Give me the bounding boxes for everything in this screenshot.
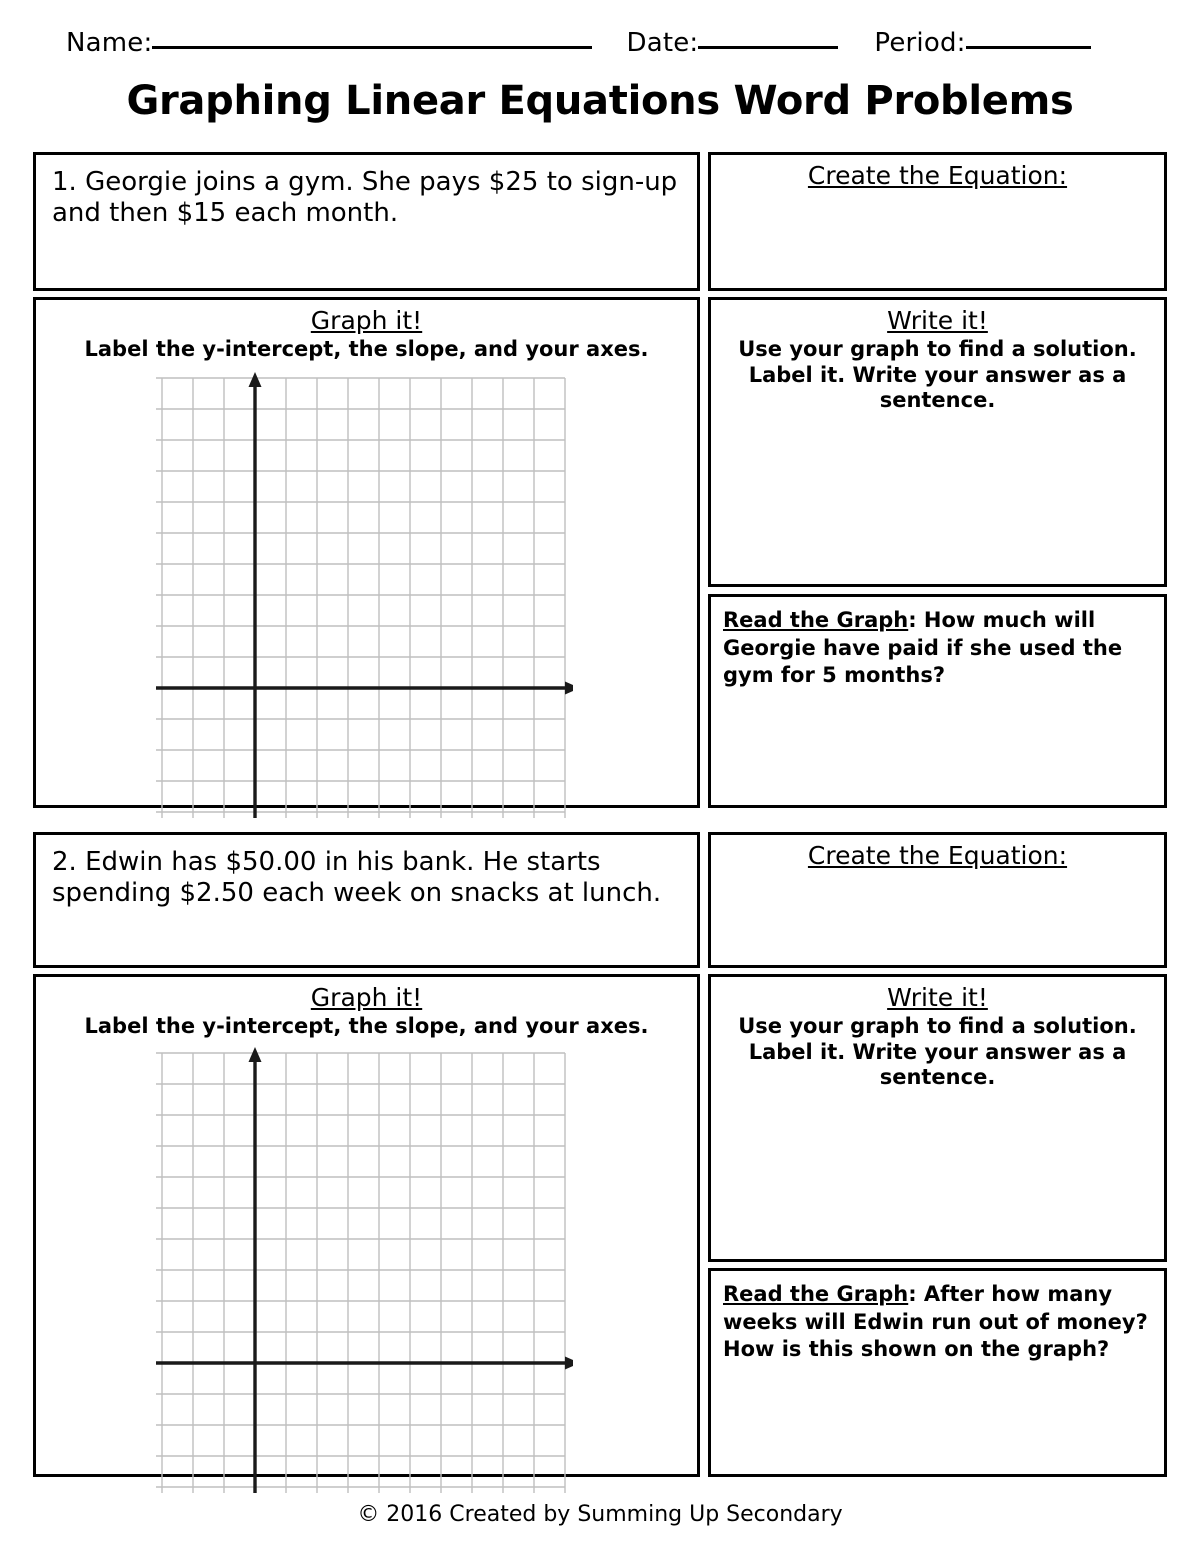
coordinate-plane-svg[interactable] xyxy=(154,370,573,820)
period-blank[interactable] xyxy=(966,46,1091,49)
problem-1-read-graph-text xyxy=(711,597,1164,690)
problem-2-create-equation-heading: Create the Equation: xyxy=(807,841,1068,870)
problem-2-graph-box[interactable] xyxy=(33,974,700,1477)
problem-2-write-heading: Write it! xyxy=(887,983,988,1012)
coordinate-plane-svg[interactable] xyxy=(154,1045,573,1495)
problem-2-write-box[interactable] xyxy=(708,974,1167,1262)
problem-1-coordinate-grid[interactable] xyxy=(154,370,573,820)
problem-2-graph-instructions: Label the y-intercept, the slope, and your axes. xyxy=(84,1014,649,1038)
student-info-line xyxy=(66,28,1140,58)
problem-2-write-instructions: Use your graph to find a solution. Label it. Write your answer as a sentence. xyxy=(738,1014,1137,1090)
problem-1-read-graph-label: Read the Graph xyxy=(723,608,909,632)
problem-1-create-equation-heading: Create the Equation: xyxy=(807,161,1068,190)
problem-2-read-graph-question: : After how many weeks will Edwin run out of money? How is this shown on the graph? xyxy=(723,1282,1148,1362)
problem-1-graph-heading: Graph it! xyxy=(310,306,423,335)
problem-1-write-heading: Write it! xyxy=(887,306,988,335)
problem-2-prompt-box xyxy=(33,832,700,968)
problem-2-read-graph-text xyxy=(711,1271,1164,1364)
problem-1-read-graph-question: : How much will Georgie have paid if she used the gym for 5 months? xyxy=(723,608,1123,688)
date-blank[interactable] xyxy=(698,46,838,49)
problem-1-create-equation-box[interactable] xyxy=(708,152,1167,291)
problem-2-read-graph-label: Read the Graph xyxy=(723,1282,909,1306)
problem-2-read-graph-box[interactable] xyxy=(708,1268,1167,1477)
problem-2-prompt-text: 2. Edwin has $50.00 in his bank. He starts spending $2.50 each week on snacks at lunch. xyxy=(52,847,662,909)
date-label: Date: xyxy=(626,28,699,58)
period-label: Period: xyxy=(874,28,966,58)
problem-1-prompt-box xyxy=(33,152,700,291)
page-title: Graphing Linear Equations Word Problems xyxy=(126,78,1074,124)
problem-1-read-graph-box[interactable] xyxy=(708,594,1167,808)
problem-1-graph-box[interactable] xyxy=(33,297,700,808)
problem-1-write-instructions: Use your graph to find a solution. Label it. Write your answer as a sentence. xyxy=(738,337,1137,413)
problem-1-prompt-text: 1. Georgie joins a gym. She pays $25 to sign-up and then $15 each month. xyxy=(52,167,678,229)
name-blank[interactable] xyxy=(152,46,592,49)
problem-1-graph-instructions: Label the y-intercept, the slope, and your axes. xyxy=(84,337,649,361)
problem-2-create-equation-box[interactable] xyxy=(708,832,1167,968)
footer-copyright: © 2016 Created by Summing Up Secondary xyxy=(357,1502,843,1527)
problem-2-graph-heading: Graph it! xyxy=(310,983,423,1012)
problem-2-coordinate-grid[interactable] xyxy=(154,1045,573,1495)
problem-1-write-box[interactable] xyxy=(708,297,1167,587)
name-label: Name: xyxy=(66,28,153,58)
